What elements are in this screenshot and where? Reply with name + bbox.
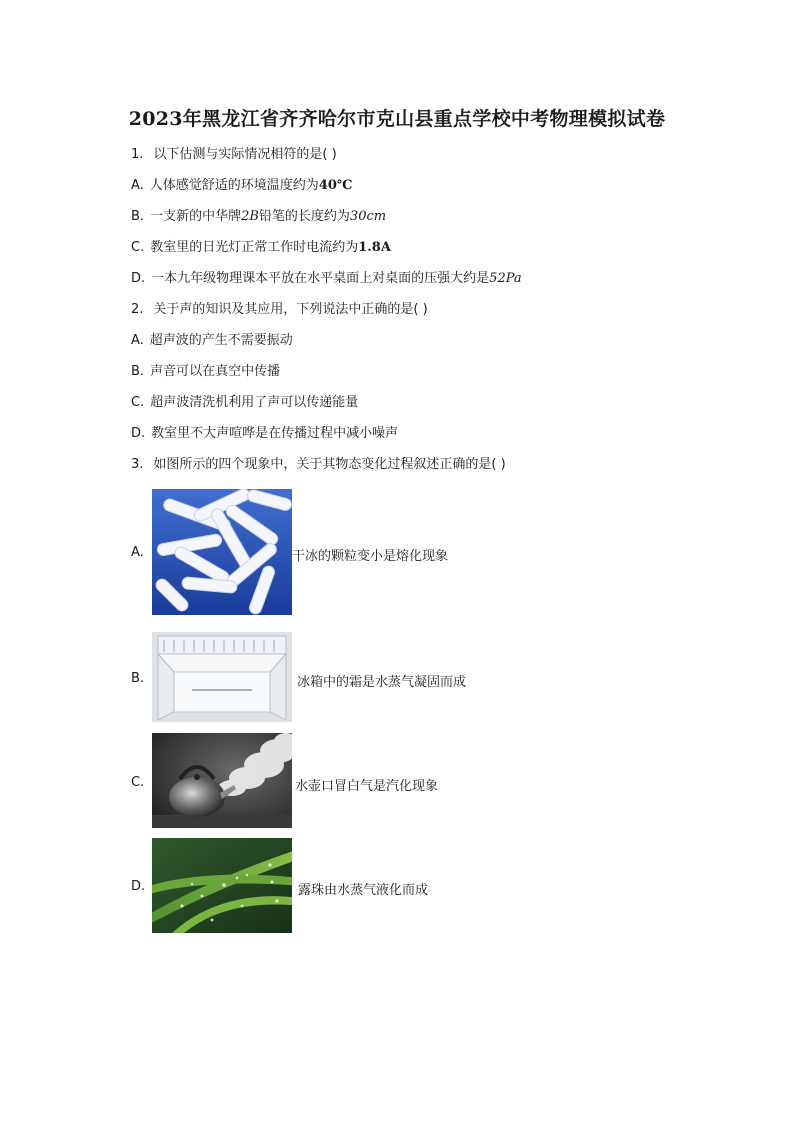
question-number: 1. bbox=[131, 147, 144, 162]
option-text: 超声波的产生不需要振动 bbox=[149, 333, 293, 348]
option-text: 一支新的中华牌 bbox=[150, 209, 242, 224]
option-3c-letter: C. bbox=[131, 775, 145, 790]
option-value: 1.8A bbox=[358, 240, 391, 255]
option-text: 声音可以在真空中传播 bbox=[150, 364, 281, 379]
option-3d-text: 露珠由水蒸气液化而成 bbox=[298, 883, 429, 898]
question-stem: 如图所示的四个现象中，关于其物态变化过程叙述正确的是( ) bbox=[153, 457, 506, 472]
option-3b-text: 冰箱中的霜是水蒸气凝固而成 bbox=[297, 675, 467, 690]
option-3a-text: 干冰的颗粒变小是熔化现象 bbox=[292, 549, 449, 564]
option-letter: D. bbox=[131, 271, 146, 286]
option-2b bbox=[131, 363, 280, 381]
option-text: 教室里的日光灯正常工作时电流约为 bbox=[150, 240, 359, 255]
option-text-2: 铅笔的长度约为 bbox=[258, 209, 350, 224]
option-2c bbox=[131, 394, 358, 412]
option-letter: B. bbox=[131, 209, 145, 224]
option-value: 40℃ bbox=[318, 178, 353, 193]
option-letter: C. bbox=[131, 395, 145, 410]
page-title: 2023年黑龙江省齐齐哈尔市克山县重点学校中考物理模拟试卷 bbox=[128, 108, 666, 130]
steaming-kettle-photo bbox=[152, 733, 292, 828]
option-letter: C. bbox=[131, 240, 145, 255]
option-value: 30cm bbox=[349, 209, 387, 224]
option-text: 一本九年级物理课本平放在水平桌面上对桌面的压强大约是 bbox=[151, 271, 490, 286]
question-number: 3. bbox=[131, 457, 144, 472]
option-1b bbox=[131, 208, 386, 226]
option-3b-letter: B. bbox=[131, 671, 145, 686]
option-text: 超声波清洗机利用了声可以传递能量 bbox=[150, 395, 359, 410]
question-number: 2. bbox=[131, 302, 144, 317]
option-3d-letter: D. bbox=[131, 879, 146, 894]
option-2a bbox=[131, 332, 293, 350]
option-1c bbox=[131, 239, 391, 257]
option-1d bbox=[131, 270, 522, 288]
question-stem: 关于声的知识及其应用，下列说法中正确的是( ) bbox=[153, 302, 428, 317]
option-variable: 2B bbox=[241, 209, 259, 224]
dew-on-grass-photo bbox=[152, 838, 292, 933]
option-text: 教室里不大声喧哗是在传播过程中减小噪声 bbox=[151, 426, 399, 441]
dry-ice-pellets-photo bbox=[152, 489, 292, 615]
option-letter: A. bbox=[131, 333, 144, 348]
option-value: 52Pa bbox=[489, 271, 522, 286]
option-letter: A. bbox=[131, 178, 144, 193]
option-letter: B. bbox=[131, 364, 145, 379]
option-2d bbox=[131, 425, 398, 443]
option-3a-letter: A. bbox=[131, 545, 144, 560]
option-letter: D. bbox=[131, 426, 146, 441]
question-3 bbox=[131, 456, 506, 474]
question-stem: 以下估测与实际情况相符的是( ) bbox=[153, 147, 337, 162]
question-1 bbox=[131, 146, 337, 164]
option-1a bbox=[131, 177, 352, 195]
option-text: 人体感觉舒适的环境温度约为 bbox=[149, 178, 319, 193]
question-2 bbox=[131, 301, 428, 319]
freezer-frost-photo bbox=[152, 632, 292, 722]
option-3c-text: 水壶口冒白气是汽化现象 bbox=[295, 779, 439, 794]
